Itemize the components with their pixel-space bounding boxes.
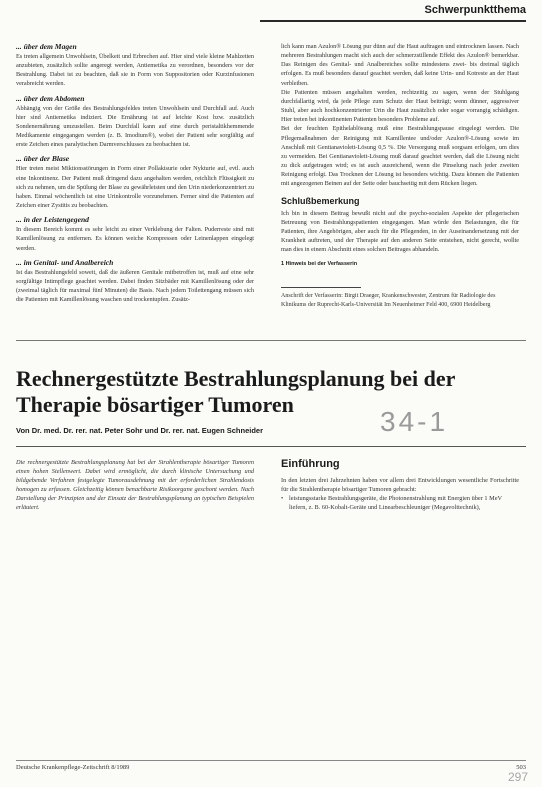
bullet-icon: • xyxy=(281,495,284,502)
section-heading-groin: ... in der Leistengegend xyxy=(16,215,89,225)
byline: Von Dr. med. Dr. rer. nat. Peter Sohr und Dr. rer. nat. Eugen Schneider xyxy=(16,426,264,435)
footer-annotation: 297 xyxy=(507,770,528,784)
author-note: 1 Hinweis bei der Verfasserin xyxy=(281,261,358,268)
summary-text: Ich bin in diesem Beitrag bewußt nicht auf die psycho-sozialen Aspekte der pflegerischen Betreuung von Bestrahlungspatienten eingegangen. Man würde den Belastungen, die für Patienten, ihre Angehörigen, aber auch für die Pflegenden, in der Auseinandersetzung mit der Krankheit auftreten, und der Therapie auf den anderen Seite entstehen, nicht gerecht, wollte man dies in einem Abschnitt eines solchen Beitrages abhandeln. xyxy=(281,209,519,254)
article-title-line-1: Rechnergestützte Bestrahlungsplanung bei der xyxy=(16,366,456,391)
correspondence-rule xyxy=(281,287,361,288)
article-title-line-2: Therapie bösartiger Tumoren xyxy=(16,392,294,417)
correspondence-address: Anschrift der Verfasserin: Birgit Draeger, Krankenschwester, Zentrum für Radiologie des Klinikums der Ruprecht-Karls-Universität Im Neuenheimer Feld 400, 6900 Heidelberg xyxy=(281,293,496,308)
footer-journal: Deutsche Krankenpflege-Zeitschrift 8/1989 xyxy=(16,764,130,771)
page-number: 503 xyxy=(516,764,526,771)
header-rule xyxy=(260,20,526,22)
summary-heading: Schlußbemerkung xyxy=(281,195,360,206)
section-text-groin: In diesem Bereich kommt es sehr leicht zu einer Verklebung der Falten. Puderreste sind mit Kamillenlösung zu entfernen. Es können weiche Kompressen oder Leinenlappen eingelegt werden. xyxy=(16,226,254,252)
footer-rule xyxy=(16,760,526,761)
article-title xyxy=(16,366,526,418)
epithel-text: Bei der feuchten Epithelablösung muß eine Bestrahlungspause eingelegt werden. Die Pflegemaßnahmen der Reinigung mit Kamillentee und/oder Azulon®-Lösung sowie im Anschluß mit Gentianaviolett-Lösung 0,5 %. Die Versorgung muß sorgsam erfolgen, um dies zu vermeiden. Bei Gentianaviolett-Lösung muß darauf geachtet werden, daß die Lösung nicht zu dick aufgetragen wird; es ist auch ausreichend, wenn die Pinselung nach jeder zweiten Reinigung erfolgt. Das Trocknen der Lösung ist besonders wichtig. Dazu können die Patienten mit angezogenen Beinen auf der Seite oder bauchseitig mit dem Rücken liegen. xyxy=(281,125,519,188)
bullet-item xyxy=(281,494,519,512)
section-header: Schwerpunktthema xyxy=(424,4,526,16)
section-text-stomach: Es treten allgemein Unwohlsein, Übelkeit und Erbrechen auf. Hier sind viele kleine Mahlzeiten anzubieten, zusätzlich sollte angeregt werden, Antiemetika zu verordnen, besonders vor der Bestrahlung. Dabei ist zu beachten, daß sie in Form von Suppositorien oder Kurzinfusionen verabreicht werden. xyxy=(16,53,254,88)
article-divider xyxy=(16,340,526,341)
section-heading-stomach: ... über dem Magen xyxy=(16,42,77,51)
continued-text: lich kann man Azulon® Lösung pur dünn auf die Haut auftragen und eintrocknen lassen. Nach mehreren Bestrahlungen macht sich auch der schmerzstillende Effekt des Azulon® bemerkbar. Das Reinigen des Genital- und Analbereiches sollte mindestens zwei- bis dreimal täglich erfolgen. Es muß besonders darauf geachtet werden, daß keine Urin- und Kotreste an der Haut verbleiben. xyxy=(281,43,519,87)
patient-text: Die Patienten müssen angehalten werden, rechtzeitig zu sagen, wenn der Stuhlgang durchfallartig wird, da jede Pflege zum Schutz der Haut beiträgt; wenn dünner, aggressiver Stuhl, aber auch hochkonzentrierter Urin die Haut zusätzlich oder sogar vorrangig schädigen. Hier treten bei inkontinenten Patienten besonders Probleme auf. xyxy=(281,88,519,124)
section-heading-genital: ... im Genital- und Analbereich xyxy=(16,257,114,267)
section-heading-abdomen: ... über dem Abdomen xyxy=(16,93,85,103)
right-column xyxy=(281,42,519,309)
section-text-bladder: Hier treten meist Miktionsstörungen in Form einer Pollakisurie oder Nykturie auf, evtl. auch eine Inkontinenz. Der Patient muß dringend dazu angehalten werden, reichlich Flüssigkeit zu sich zu nehmen, um die Spülung der Blase zu gewährleisten und den Urin niederkonzentriert zu haben. Einmal wöchentlich ist eine Urinkontrolle vorzunehmen. Ferner sind die Patienten auf Zeichen einer Zystitis zu beobachten. xyxy=(16,165,254,210)
handwritten-annotation: 34-1 xyxy=(380,406,449,437)
abstract: Die rechnergestützte Bestrahlungsplanung hat bei der Strahlentherapie bösartiger Tumoren einen hohen Stellenwert. Dabei wird ermöglicht, die durch klinische Untersuchung und bildgebende Verfahren festgelegte Tumorausdehnung mit der erforderlichen Strahlendosis homogen zu erfassen. Gleichzeitig können benachbarte Risikoorgane geschont werden. Nach Darstellung der Prinzipien und der Einsatz der Bestrahlungsplanung an typischen Beispielen erläutert. xyxy=(16,459,254,511)
title-rule xyxy=(16,446,526,447)
bullet-text: leistungsstarke Bestrahlungsgeräte, die Photonenstrahlung mit Energien über 1 MeV liefern, z. B. 60-Kobalt-Geräte und Linearbeschleuniger (Megavolttechnik), xyxy=(289,495,502,511)
section-heading-bladder: ... über der Blase xyxy=(16,154,70,164)
left-column xyxy=(16,42,254,304)
intro-text: In den letzten drei Jahrzehnten haben vor allem drei Entwicklungen wesentliche Fortschritte für die Strahlentherapie bösartiger Tumoren gebracht: xyxy=(281,477,519,493)
intro-heading: Einführung xyxy=(281,458,340,470)
section-text-abdomen: Abhängig von der Größe des Bestrahlungsfeldes treten Unwohlsein und Durchfall auf. Auch hier sind Antiemetika indiziert. Die Ernährung ist auf leichte Kost bzw. zusätzlich Sondenernährung umzustellen. Beim Durchfall kann auf eine durch peristaltikhemmende Medikamente eingegangen werden (z. B. Imodium®), wobei der Patient sehr sorgfältig auf erste Zeichen eines paralytischen Darmverschlusses zu beobachten ist. xyxy=(16,104,254,149)
section-text-genital: Ist das Bestrahlungsfeld soweit, daß die äußeren Genitale mitbetroffen ist, muß auf eine sehr sorgfältige Intimpflege geachtet werden. Dabei finden Sitzbäder mit Kamillenlösung oder der (zweimal täglich für maximal fünf Minuten) die Basis. Nach jedem Toilettengang müssen sich die Patienten mit Kamillenlösung waschen und trockentupfen. Zusätz- xyxy=(16,268,254,304)
